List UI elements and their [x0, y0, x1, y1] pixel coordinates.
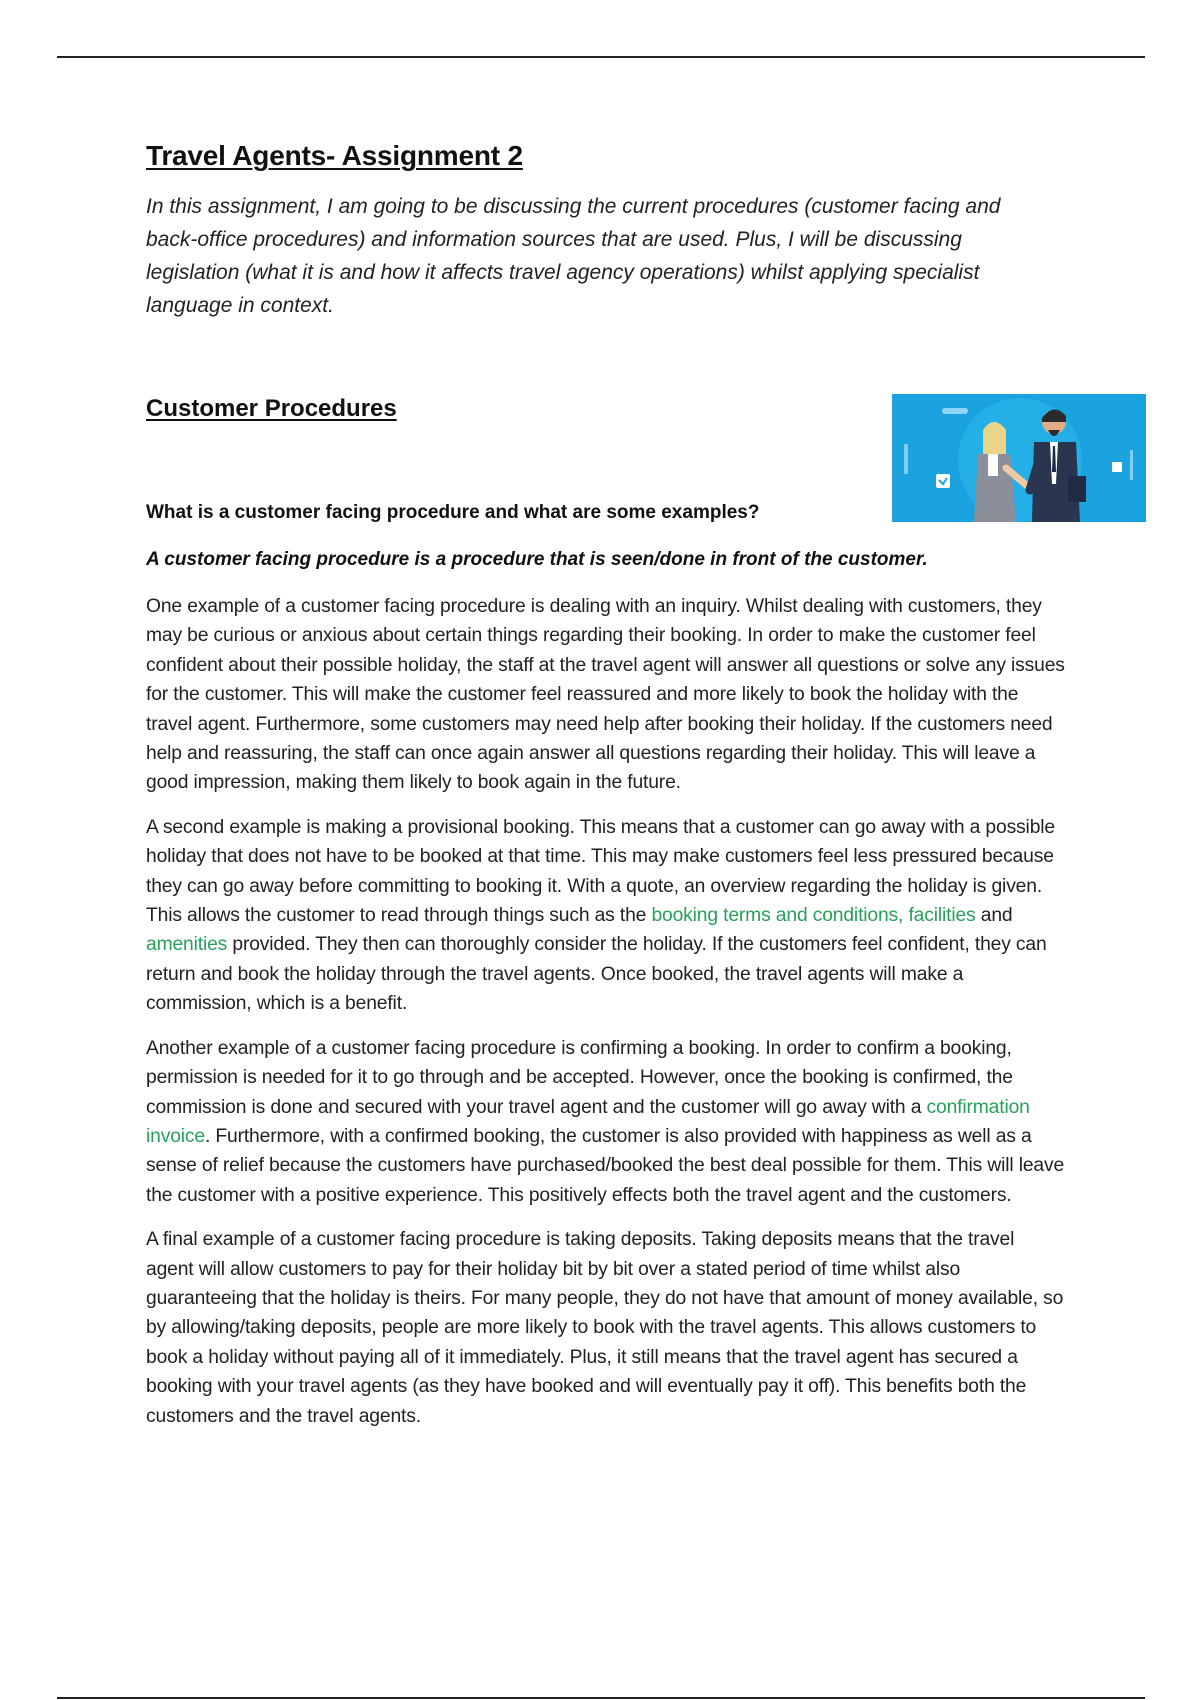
paragraph-text: A second example is making a provisional booking. This means that a customer can go away with a possible holiday that does not have to be booked at that time. This may make customers feel less pressured because they can go away before committing to booking it. With a quote, an overview regarding the holiday is given. This allows the customer to read through things such as the — [146, 816, 1055, 927]
header-rule — [57, 56, 1145, 58]
footer-rule — [57, 1697, 1145, 1699]
paragraph-inquiry: One example of a customer facing procedure is dealing with an inquiry. Whilst dealing with customers, they may be curious or anxious about certain things regarding their booking. In order to make the customer feel confident about their possible holiday, the staff at the travel agent will answer all questions or solve any issues for the customer. This will make the customer feel reassured and more likely to book the holiday with the travel agent. Furthermore, some customers may need help after booking their holiday. If the customers need help and reassuring, the staff can once again answer all questions regarding their holiday. This will leave a good impression, making them likely to book again in the future. — [146, 596, 1065, 794]
paragraph-taking-deposits: A final example of a customer facing procedure is taking deposits. Taking deposits means that the travel agent will allow customers to pay for their holiday bit by bit over a stated period of time whilst also guaranteeing that the holiday is theirs. For many people, they do not have that amount of money available, so by allowing/taking deposits, people are more likely to book with the travel agents. This allows customers to book a holiday without paying all of it immediately. Plus, it still means that the travel agent has secured a booking with your travel agents (as they have booked and will eventually pay it off). This benefits both the customers and the travel agents. — [146, 1229, 1064, 1427]
document-body — [146, 140, 1066, 1427]
paragraph-text: provided. They then can thoroughly consider the holiday. If the customers feel confident, they can return and book the holiday through the travel agents. Once booked, the travel agents will make a commission, which is a benefit. — [146, 934, 1047, 1015]
paragraph-provisional-booking — [146, 813, 1066, 1019]
term-confirmation-invoice: confirmation invoice — [146, 1096, 1030, 1147]
paragraph-confirming-booking — [146, 1034, 1066, 1210]
term-booking-terms: booking terms and conditions, facilities — [651, 905, 976, 927]
handshake-icon — [892, 394, 1146, 522]
paragraph-text: Another example of a customer facing procedure is confirming a booking. In order to confirm a booking, permission is needed for it to go through and be accepted. However, once the booking is confirmed, the commission is done and secured with your travel agent and the customer will go away with a — [146, 1037, 1013, 1118]
intro-paragraph: In this assignment, I am going to be discussing the current procedures (customer facing and back-office procedures) and information sources that are used. Plus, I will be discussing legislation (what it is and how it affects travel agency operations) whilst applying specialist language in context. — [146, 195, 1001, 317]
paragraph-text: and — [975, 905, 1013, 927]
paragraph-text: . Furthermore, with a confirmed booking, the customer is also provided with happiness as well as a sense of relief because the customers have purchased/booked the best deal possible for them. This will leave the customer with a positive experience. This positively effects both the travel agent and the customers. — [146, 1125, 1065, 1206]
section-heading: Customer Procedures — [146, 395, 397, 422]
handshake-illustration — [892, 394, 1146, 522]
question-heading: What is a customer facing procedure and what are some examples? — [146, 502, 760, 523]
page-title: Travel Agents- Assignment 2 — [146, 140, 523, 171]
term-amenities: amenities — [146, 934, 228, 956]
answer-definition: A customer facing procedure is a procedure that is seen/done in front of the customer. — [146, 549, 928, 570]
body-paragraphs — [146, 592, 1066, 1446]
